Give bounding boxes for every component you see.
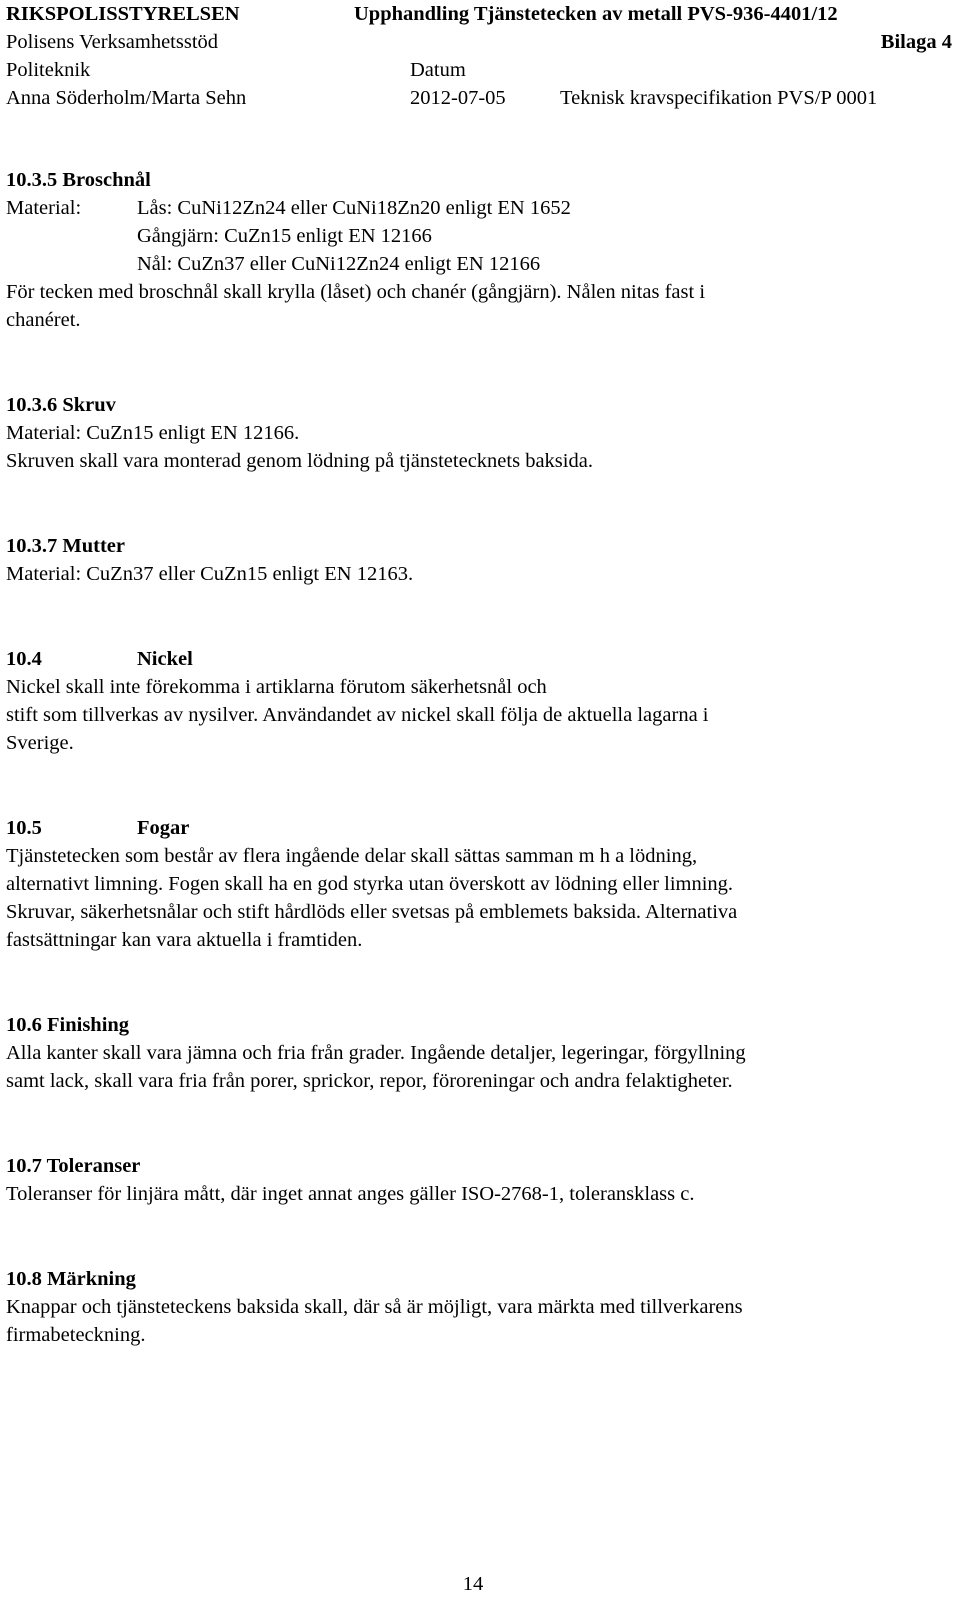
paragraph-line: Skruven skall vara monterad genom lödning på tjänstetecknets baksida. (6, 450, 593, 472)
paragraph-line: samt lack, skall vara fria från porer, sprickor, repor, föroreningar och andra felaktigheter. (6, 1070, 733, 1092)
unit-name: Polisens Verksamhetsstöd (6, 31, 219, 53)
paragraph-line: Tjänstetecken som består av flera ingående delar skall sättas samman m h a lödning, (6, 845, 698, 867)
paragraph-line: alternativt limning. Fogen skall ha en god styrka utan överskott av lödning eller limning. (6, 873, 734, 895)
page-number: 14 (462, 1573, 484, 1595)
paragraph-line: Skruvar, säkerhetsnålar och stift hårdlöds eller svetsas på emblemets baksida. Alternativa (6, 901, 738, 923)
section-10-3-7 (6, 532, 946, 588)
paragraph-line: Alla kanter skall vara jämna och fria från grader. Ingående detaljer, legeringar, förgyllning (6, 1042, 746, 1064)
material-item: Lås: CuNi12Zn24 eller CuNi18Zn20 enligt EN 1652 (137, 197, 571, 219)
material-item: Gångjärn: CuZn15 enligt EN 12166 (137, 225, 432, 247)
section-title: 10.3.6 Skruv (6, 394, 116, 416)
section-10-5 (6, 814, 946, 954)
section-title: 10.3.5 Broschnål (6, 169, 151, 191)
paragraph-line: Nickel skall inte förekomma i artiklarna förutom säkerhetsnål och (6, 676, 547, 698)
section-title: 10.3.7 Mutter (6, 535, 125, 557)
section-number: 10.4 (6, 648, 42, 670)
material-item: Nål: CuZn37 eller CuNi12Zn24 enligt EN 12166 (137, 253, 541, 275)
section-10-7 (6, 1152, 946, 1208)
section-10-3-5 (6, 166, 946, 334)
section-heading (6, 814, 946, 842)
paragraph-line: fastsättningar kan vara aktuella i framtiden. (6, 929, 363, 951)
paragraph-line: stift som tillverkas av nysilver. Användandet av nickel skall följa de aktuella lagarna i (6, 704, 709, 726)
paragraph-line: Sverige. (6, 732, 74, 754)
section-title: 10.6 Finishing (6, 1014, 130, 1036)
section-10-4 (6, 645, 946, 757)
section-title: 10.7 Toleranser (6, 1155, 141, 1177)
document-reference: Teknisk kravspecifikation PVS/P 0001 (560, 87, 878, 109)
header-row-4 (6, 84, 952, 112)
material-row (6, 250, 946, 278)
datum-label: Datum (410, 59, 466, 81)
document-header (6, 0, 952, 112)
bilaga-label: Bilaga 4 (880, 31, 952, 53)
paragraph-line: För tecken med broschnål skall krylla (låset) och chanér (gångjärn). Nålen nitas fast i (6, 281, 706, 303)
section-title: Nickel (137, 648, 193, 670)
section-title: Fogar (137, 817, 190, 839)
org-name: RIKSPOLISSTYRELSEN (6, 3, 240, 25)
section-10-8 (6, 1265, 946, 1349)
paragraph-line: chanéret. (6, 309, 81, 331)
section-10-3-6 (6, 391, 946, 475)
authors: Anna Söderholm/Marta Sehn (6, 87, 247, 109)
section-number: 10.5 (6, 817, 42, 839)
document-body (6, 166, 946, 1349)
section-title: 10.8 Märkning (6, 1268, 136, 1290)
document-date: 2012-07-05 (410, 87, 506, 109)
paragraph-line: Material: CuZn37 eller CuZn15 enligt EN 12163. (6, 563, 414, 585)
paragraph-line: Material: CuZn15 enligt EN 12166. (6, 422, 300, 444)
header-row-1 (6, 0, 952, 28)
section-heading (6, 645, 946, 673)
header-row-3 (6, 56, 952, 84)
paragraph-line: firmabeteckning. (6, 1324, 146, 1346)
dept-name: Politeknik (6, 59, 91, 81)
paragraph-line: Knappar och tjänsteteckens baksida skall, där så är möjligt, vara märkta med tillverkarens (6, 1296, 743, 1318)
header-row-2 (6, 28, 952, 56)
section-10-6 (6, 1011, 946, 1095)
material-row (6, 194, 946, 222)
procurement-title: Upphandling Tjänstetecken av metall PVS-936-4401/12 (354, 3, 838, 25)
material-row (6, 222, 946, 250)
paragraph-line: Toleranser för linjära mått, där inget annat anges gäller ISO-2768-1, toleransklass c. (6, 1183, 695, 1205)
material-label: Material: (6, 197, 82, 219)
